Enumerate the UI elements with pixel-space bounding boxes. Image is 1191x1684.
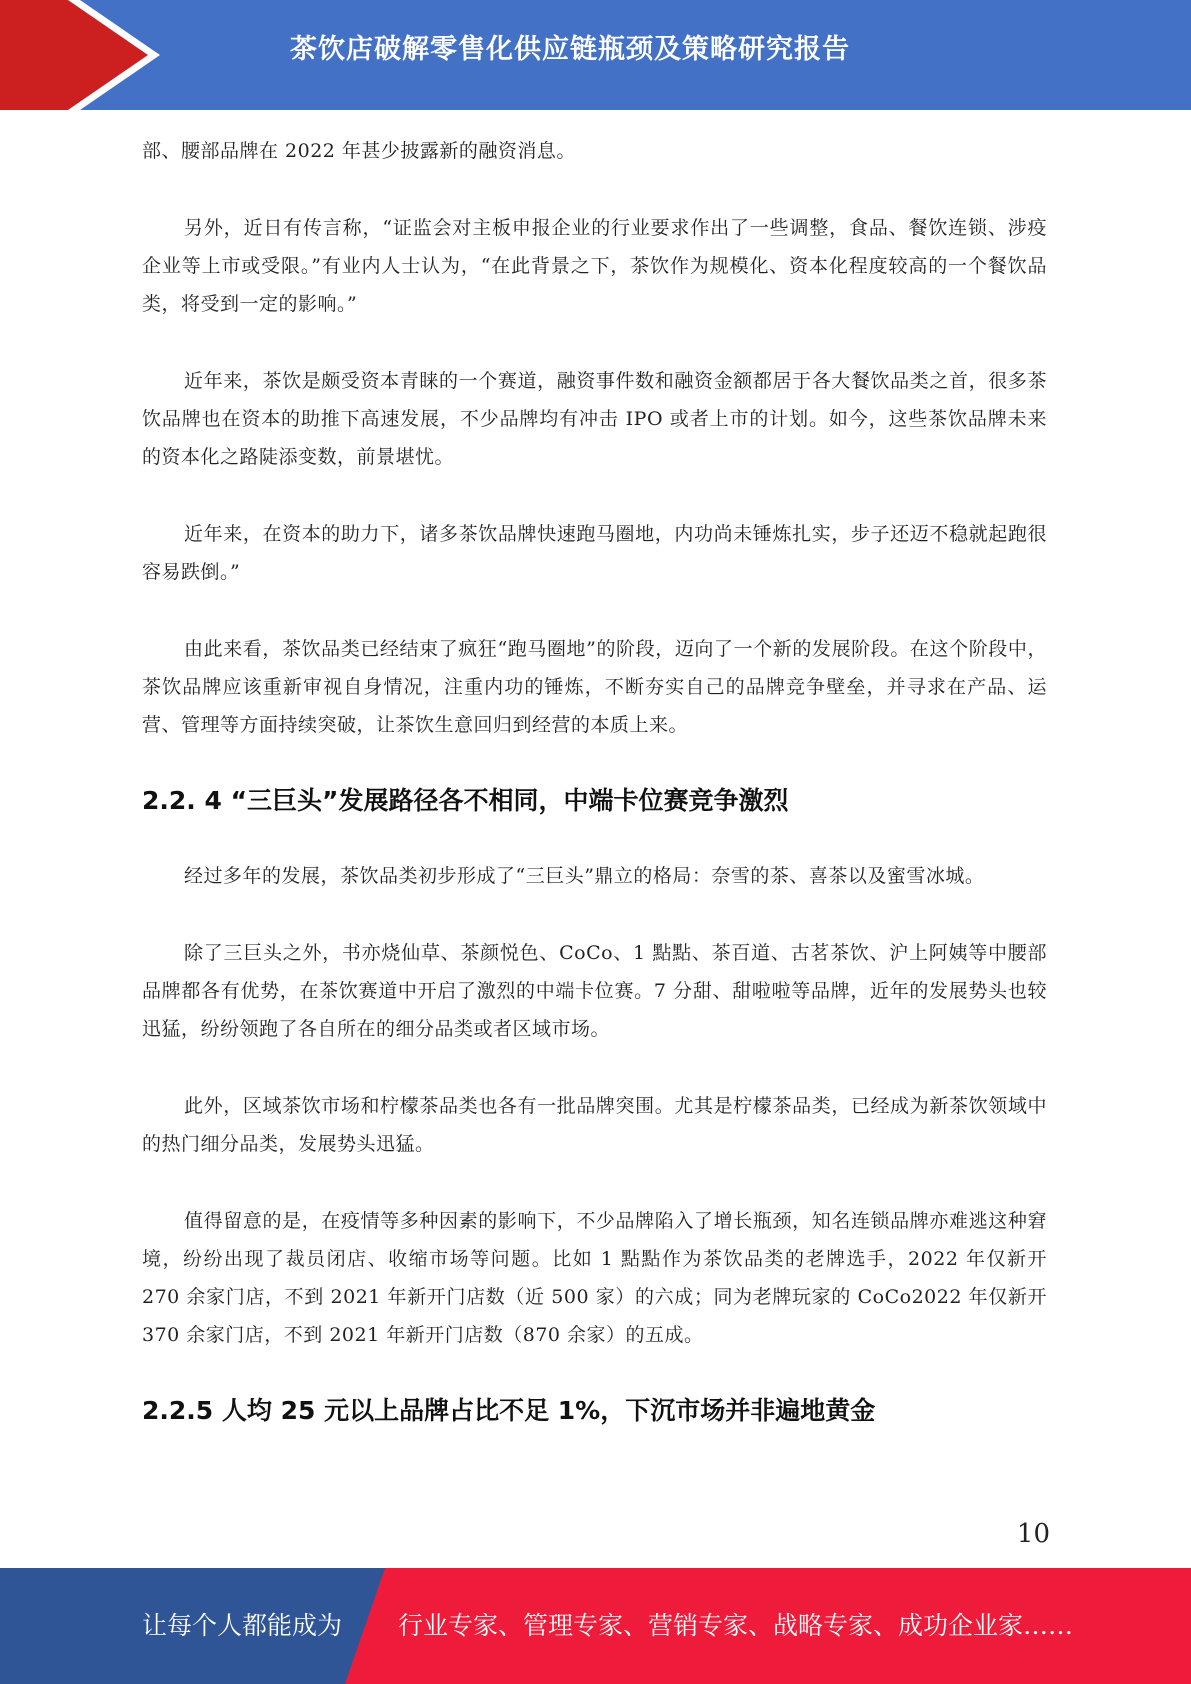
section-heading: 2.2. 4 “三巨头”发展路径各不相同，中端卡位赛竞争激烈 (142, 786, 789, 815)
paragraph: 除了三巨头之外，书亦烧仙草、茶颜悦色、CoCo、1 點點、茶百道、古茗茶饮、沪上阿姨等中腰部品牌都各有优势，在茶饮赛道中开启了激烈的中端卡位赛。7 分甜、甜啦啦等品牌，近年的发展势头也较迅猛，纷纷领跑了各自所在的细分品类或者区域市场。 (142, 942, 1047, 1040)
footer-slogan-left: 让每个人都能成为 (142, 1611, 343, 1640)
document-body (142, 132, 1047, 1467)
paragraph: 近年来，在资本的助力下，诸多茶饮品牌快速跑马圈地，内功尚未锤炼扎实，步子还迈不稳就起跑很容易跌倒。” (142, 523, 1047, 583)
paragraph: 经过多年的发展，茶饮品类初步形成了“三巨头”鼎立的格局：奈雪的茶、喜茶以及蜜雪冰城。 (184, 865, 985, 887)
header-title: 茶饮店破解零售化供应链瓶颈及策略研究报告 (290, 34, 850, 65)
paragraph: 另外，近日有传言称，“证监会对主板申报企业的行业要求作出了一些调整，食品、餐饮连锁、涉疫企业等上市或受限。”有业内人士认为，“在此背景之下，茶饮作为规模化、资本化程度较高的一个餐饮品类，将受到一定的影响。” (142, 217, 1047, 315)
page-footer (0, 1568, 1191, 1684)
section-heading: 2.2.5 人均 25 元以上品牌占比不足 1%，下沉市场并非遍地黄金 (142, 1396, 876, 1425)
paragraph: 部、腰部品牌在 2022 年甚少披露新的融资消息。 (142, 140, 576, 162)
paragraph: 此外，区域茶饮市场和柠檬茶品类也各有一批品牌突围。尤其是柠檬茶品类，已经成为新茶饮领域中的热门细分品类，发展势头迅猛。 (142, 1095, 1047, 1155)
paragraph: 近年来，茶饮是颇受资本青睐的一个赛道，融资事件数和融资金额都居于各大餐饮品类之首，很多茶饮品牌也在资本的助推下高速发展，不少品牌均有冲击 IPO 或者上市的计划。如今，这些茶饮品牌未来的资本化之路陡添变数，前景堪忧。 (142, 370, 1047, 468)
header-arrow-icon (0, 0, 300, 110)
footer-slogan-right: 行业专家、管理专家、营销专家、战略专家、成功企业家…… (398, 1611, 1074, 1640)
paragraph: 值得留意的是，在疫情等多种因素的影响下，不少品牌陷入了增长瓶颈，知名连锁品牌亦难逃这种窘境，纷纷出现了裁员闭店、收缩市场等问题。比如 1 點點作为茶饮品类的老牌选手，2022 年仅新开 270 余家门店，不到 2021 年新开门店数（近 500 家）的六成；同为老牌玩家的 CoCo2022 年仅新开 370 余家门店，不到 2021 年新开门店数（870 余家）的五成。 (142, 1210, 1047, 1346)
paragraph: 由此来看，茶饮品类已经结束了疯狂“跑马圈地”的阶段，迈向了一个新的发展阶段。在这个阶段中，茶饮品牌应该重新审视自身情况，注重内功的锤炼，不断夯实自己的品牌竞争壁垒，并寻求在产品、运营、管理等方面持续突破，让茶饮生意回归到经营的本质上来。 (142, 638, 1047, 736)
page-number: 10 (1016, 1519, 1050, 1549)
page-header (0, 0, 1191, 110)
